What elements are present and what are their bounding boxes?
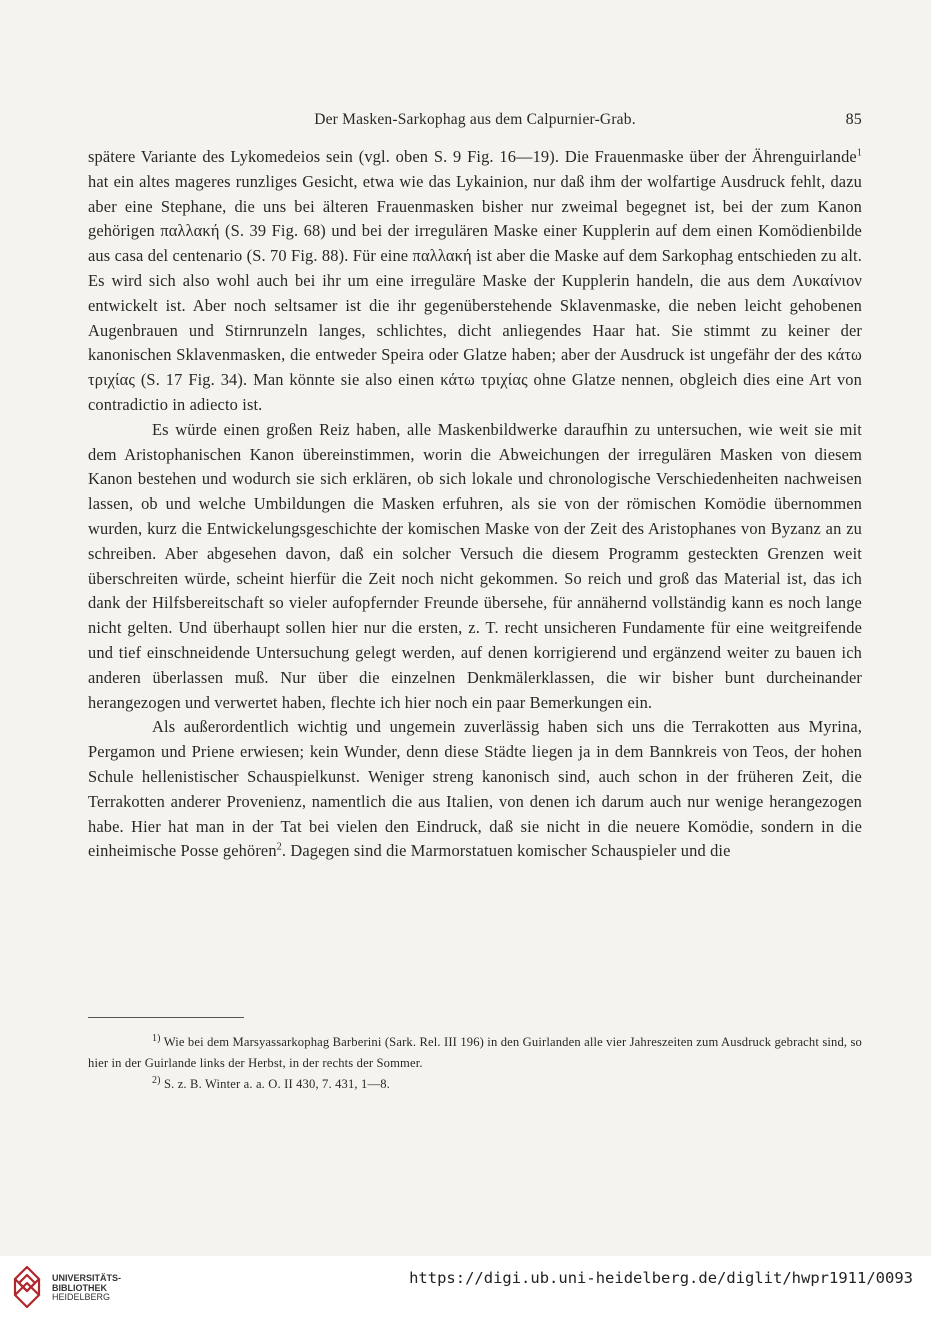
library-name bbox=[52, 1274, 121, 1303]
footnote-mark: 2) bbox=[152, 1074, 161, 1086]
footnote-divider bbox=[88, 1017, 244, 1018]
paragraph-2 bbox=[88, 418, 862, 716]
main-text bbox=[88, 145, 862, 864]
library-line: HEIDELBERG bbox=[52, 1292, 111, 1302]
library-line: UNIVERSITÄTS- bbox=[52, 1273, 122, 1283]
paragraph-1 bbox=[88, 145, 862, 418]
viewer-footer bbox=[0, 1256, 931, 1322]
footnote-ref-1: 1 bbox=[856, 147, 862, 159]
footnote-1 bbox=[88, 1032, 862, 1074]
running-title: Der Masken-Sarkophag aus dem Calpurnier-Grab. bbox=[314, 111, 636, 128]
paragraph-text: Als außerordentlich wichtig und ungemein zuverlässig haben sich uns die Terrakotten aus Myrina, Pergamon und Priene erwiesen; kein Wunder, denn diese Städte liegen ja in dem Bannkreis von Teos, der hohen Schule hellenistischer Schauspielkunst. Weniger streng kanonisch sind, auch schon in der früheren Zeit, die Terrakotten anderer Provenienz, namentlich die aus Italien, von denen ich darum auch nur wenige herangezogen habe. Hier hat man in der Tat bei vielen den Eindruck, daß sie nicht in die neuere Komödie, sondern in die einheimische Posse gehören bbox=[88, 717, 862, 861]
footnote-2 bbox=[88, 1074, 862, 1095]
paragraph-text: spätere Variante des Lykomedeios sein (vgl. oben S. 9 Fig. 16—19). Die Frauenmaske über der Ährenguirlande bbox=[88, 147, 857, 166]
footnote-text: S. z. B. Winter a. a. O. II 430, 7. 431, 1—8. bbox=[160, 1077, 390, 1091]
page-number: 85 bbox=[845, 111, 862, 128]
footnote-mark: 1) bbox=[152, 1032, 161, 1044]
paragraph-3 bbox=[88, 715, 862, 864]
footnote-text: Wie bei dem Marsyassarkophag Barberini (Sark. Rel. III 196) in den Guirlanden alle vier Jahreszeiten zum Ausdruck gebracht sind, so hier in der Guirlande links der Herbst, in der rechts der Sommer. bbox=[88, 1035, 863, 1070]
paragraph-text-cont: hat ein altes mageres runzliges Gesicht, etwa wie das Lykainion, nur daß ihm der wolfartige Ausdruck fehlt, dazu aber eine Stephane, die uns bei älteren Frauenmasken bisher nur zweimal begegnet ist, bei der zum Kanon gehörigen παλλακή (S. 39 Fig. 68) und bei der irregulären Maske einer Kupplerin auf dem einen Komödienbilde aus casa del centenario (S. 70 Fig. 88). Für eine παλλακή ist aber die Maske auf dem Sarkophag entschieden zu alt. Es wird sich also wohl auch bei ihr um eine irreguläre Maske der Kupplerin handeln, die aus dem Λυκαίνιον entwickelt ist. Aber noch seltsamer ist die ihr gegenüberstehende Sklavenmaske, die neben leicht gehobenen Augenbrauen und Stirnrunzeln langes, schlichtes, dicht anliegendes Haar hat. Sie stimmt zu keiner der kanonischen Sklavenmasken, die entweder Speira oder Glatze haben; aber der Ausdruck ist ungefähr der des κάτω τριχίας (S. 17 Fig. 34). Man könnte sie also einen κάτω τριχίας ohne Glatze nennen, obgleich dies eine Art von contradictio in adiecto ist. bbox=[88, 171, 862, 414]
paragraph-text: Es würde einen großen Reiz haben, alle Maskenbildwerke daraufhin zu untersuchen, wie weit sie mit dem Aristophanischen Kanon übereinstimmen, worin die Abweichungen der irregulären Masken von diesem Kanon bestehen und wodurch sie sich erklären, ob sich lokale und chronologische Verschiedenheiten nachweisen lassen, ob und welche Umbildungen die Masken erfuhren, als sie von der römischen Komödie übernommen wurden, kurz die Entwickelungsgeschichte der komischen Maske von der Zeit des Aristophanes von Byzanz an zu schreiben. Aber abgesehen davon, daß ein solcher Versuch die diesem Programm gesteckten Grenzen weit überschreiten würde, scheint hierfür die Zeit noch nicht gekommen. So reich und groß das Material ist, das ich dank der Hilfsbereitschaft so vieler aufopfernder Freunde übersehe, für annähernd vollständig kann es noch lange nicht gelten. Und überhaupt sollen hier nur die ersten, z. T. recht unsicheren Fundamente für eine weitgreifende und tief einschneidende Untersuchung gelegt werden, auf denen korrigierend und ergänzend weiter zu bauen ich anderen überlassen muß. Nur über die einzelnen Denkmälerklassen, die wir bisher bunt durcheinander herangezogen und verwertet haben, flechte ich hier noch ein paar Bemerkungen ein. bbox=[88, 419, 862, 712]
permalink-url[interactable]: https://digi.ub.uni-heidelberg.de/diglit/hwpr1911/0093 bbox=[409, 1269, 913, 1287]
footnote-ref-2: 2 bbox=[276, 841, 282, 853]
paragraph-text-cont: . Dagegen sind die Marmorstatuen komischer Schauspieler und die bbox=[281, 841, 731, 861]
library-logo-icon bbox=[12, 1264, 42, 1308]
footnotes bbox=[88, 1032, 862, 1095]
library-line: BIBLIOTHEK bbox=[52, 1282, 107, 1293]
